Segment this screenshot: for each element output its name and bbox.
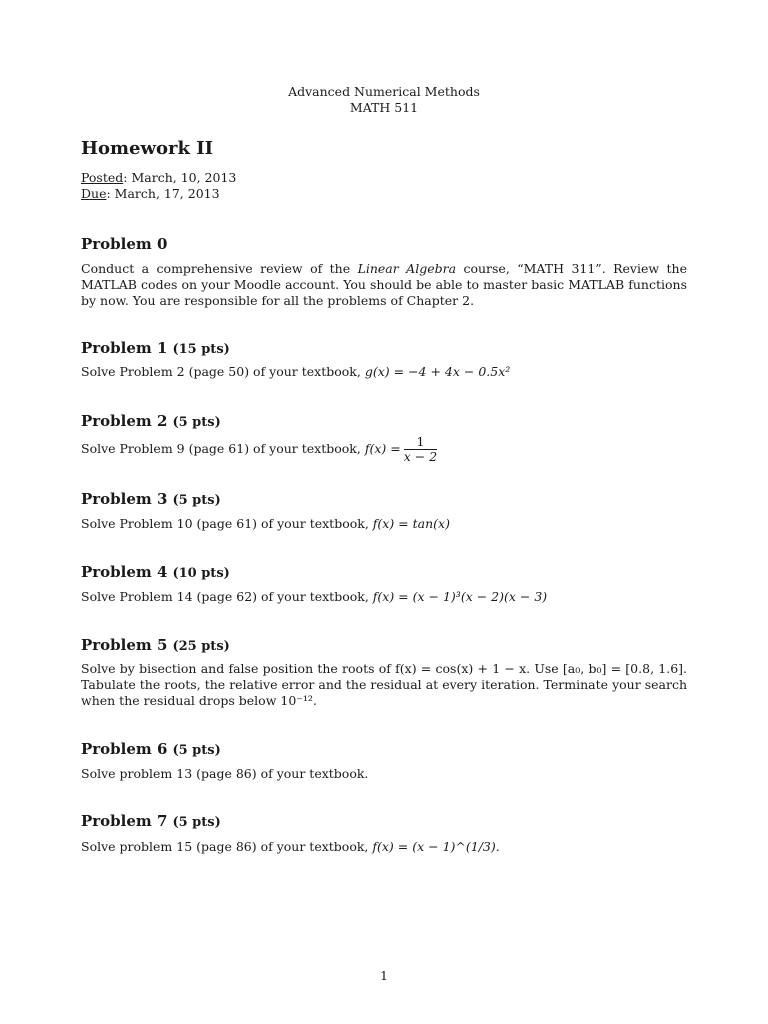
problem-7-heading: Problem 7 — [81, 812, 168, 830]
problem-2-points: (5 pts) — [172, 415, 221, 430]
problem-1-formula: g(x) = −4 + 4x − 0.5x² — [364, 364, 511, 379]
fraction-numerator: 1 — [404, 435, 437, 450]
problem-1-title — [81, 339, 230, 357]
problem-4-statement: Solve Problem 14 (page 62) of your textbook, — [81, 589, 373, 604]
problem-4-text — [81, 589, 687, 605]
problem-4-title — [81, 563, 230, 581]
problem-6-title — [81, 740, 221, 758]
fraction-denominator: x − 2 — [403, 449, 438, 464]
problem-2-formula: f(x) = — [364, 441, 401, 456]
problem-4-formula: f(x) = (x − 1)³(x − 2)(x − 3) — [372, 589, 548, 604]
problem-4-heading: Problem 4 — [81, 563, 168, 581]
problem-3-statement: Solve Problem 10 (page 61) of your textbook, — [81, 516, 373, 531]
problem-5-text: Solve by bisection and false position the roots of f(x) = cos(x) + 1 − x. Use [a₀, b₀] = [0.8, 1.6]. Tabulate the roots, the relative error and the residual at every iteration. Terminate your search when the residual drops below 10⁻¹². — [81, 661, 687, 708]
problem-1-statement: Solve Problem 2 (page 50) of your textbook, — [81, 364, 365, 379]
problem-3-formula: f(x) = tan(x) — [372, 516, 450, 531]
problem-0-text-part2: course, “MATH 311”. Review the MATLAB codes on your Moodle account. You should be able to master basic MATLAB functions by now. You are responsible for all the problems of Chapter 2. — [81, 261, 687, 308]
posted-date — [81, 170, 236, 186]
posted-label: Posted — [81, 170, 124, 185]
problem-1-heading: Problem 1 — [81, 339, 168, 357]
date-block — [81, 170, 236, 202]
problem-2-title — [81, 412, 221, 430]
homework-title: Homework II — [81, 138, 214, 159]
problem-6-heading: Problem 6 — [81, 740, 168, 758]
problem-0-text — [81, 261, 687, 309]
problem-2-statement: Solve Problem 9 (page 61) of your textbook, — [81, 441, 365, 456]
problem-7-statement: Solve problem 15 (page 86) of your textbook, — [81, 839, 373, 854]
problem-1-text — [81, 364, 687, 380]
due-label: Due — [81, 186, 107, 201]
problem-3-text — [81, 516, 687, 532]
problem-3-points: (5 pts) — [172, 493, 221, 508]
problem-0-heading: Problem 0 — [81, 235, 168, 253]
problem-7-formula: f(x) = (x − 1)^(1/3). — [372, 839, 500, 854]
problem-6-text: Solve problem 13 (page 86) of your textbook. — [81, 766, 369, 781]
problem-5-title — [81, 636, 230, 654]
problem-2-heading: Problem 2 — [81, 412, 168, 430]
problem-0-text-part1: Conduct a comprehensive review of the — [81, 261, 358, 276]
problem-5-heading: Problem 5 — [81, 636, 168, 654]
problem-1-points: (15 pts) — [172, 342, 230, 357]
problem-7-title — [81, 812, 221, 830]
course-code: MATH 511 — [349, 100, 419, 115]
due-value: : March, 17, 2013 — [106, 186, 220, 201]
problem-3-heading: Problem 3 — [81, 490, 168, 508]
due-date — [81, 186, 236, 202]
problem-7-points: (5 pts) — [172, 815, 221, 830]
problem-0-text-italic: Linear Algebra — [357, 261, 457, 276]
page-number: 1 — [380, 968, 388, 983]
problem-7-text — [81, 839, 687, 855]
problem-3-title — [81, 490, 221, 508]
problem-4-points: (10 pts) — [172, 566, 230, 581]
problem-5-points: (25 pts) — [172, 639, 230, 654]
course-title: Advanced Numerical Methods — [288, 84, 480, 99]
problem-2-fraction — [404, 435, 437, 464]
problem-0-title — [81, 235, 167, 253]
problem-2-text — [81, 435, 687, 464]
course-header — [0, 84, 768, 116]
posted-value: : March, 10, 2013 — [123, 170, 237, 185]
problem-6-points: (5 pts) — [172, 743, 221, 758]
